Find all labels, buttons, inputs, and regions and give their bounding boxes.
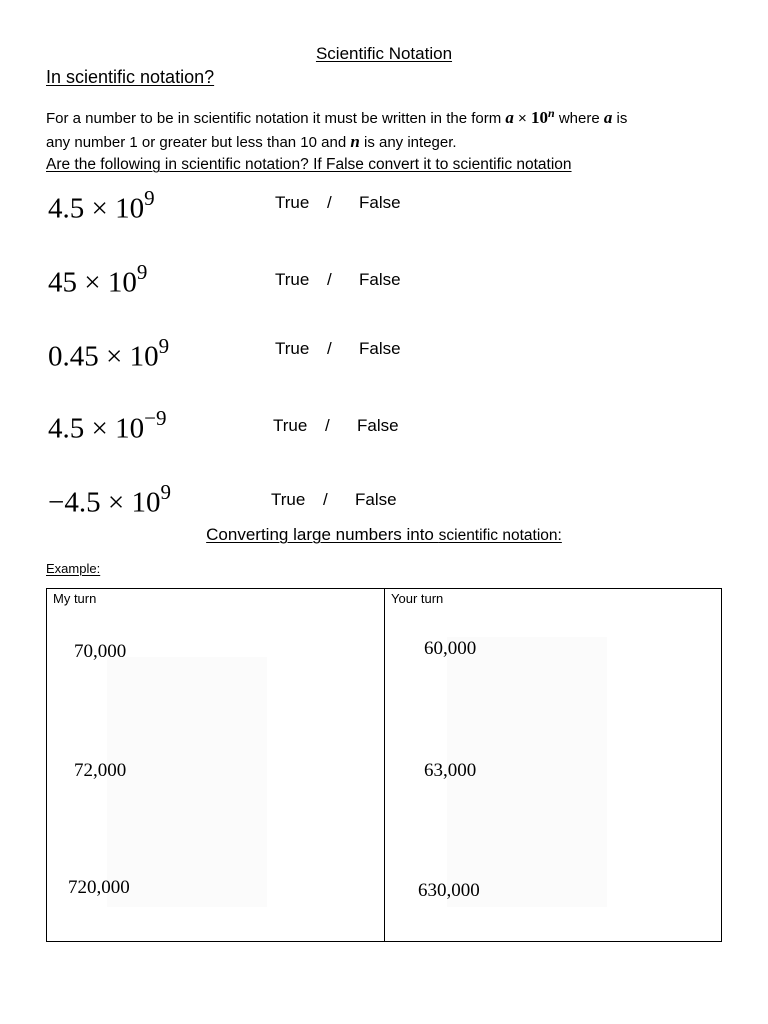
converting-heading-part1: Converting large numbers into: [206, 525, 439, 544]
expression-1: [48, 188, 155, 226]
base: 10: [115, 192, 145, 225]
expression-4: [48, 408, 166, 446]
my-turn-number-1: 70,000: [74, 641, 127, 662]
coefficient: 45: [48, 266, 77, 299]
slash: /: [323, 490, 328, 509]
base: 10: [129, 340, 159, 373]
my-turn-work-area[interactable]: [107, 657, 267, 907]
question-prompt: Are the following in scientific notation? If False convert it to scientific notation: [46, 156, 572, 173]
n-superscript: n: [547, 106, 555, 120]
true-option[interactable]: True: [275, 270, 310, 289]
slash: /: [325, 416, 330, 435]
definition-paragraph: [46, 102, 736, 154]
times-sign: ×: [106, 340, 123, 373]
slash: /: [327, 193, 332, 212]
coefficient: 4.5: [48, 412, 85, 445]
expression-3: [48, 336, 169, 374]
exponent: 9: [144, 186, 155, 210]
definition-where: where: [554, 110, 604, 127]
false-option[interactable]: False: [359, 270, 401, 289]
expression-5: [48, 482, 171, 520]
converting-heading-part2: scientific notation:: [438, 527, 562, 544]
definition-line2-pre: any number 1 or greater but less than 10 and: [46, 134, 351, 151]
slash: /: [327, 339, 332, 358]
base: 10: [107, 266, 137, 299]
your-turn-number-2: 63,000: [424, 760, 477, 781]
false-option[interactable]: False: [355, 490, 397, 509]
coefficient: −4.5: [48, 486, 101, 519]
my-turn-number-2: 72,000: [74, 760, 127, 781]
times-sign: ×: [107, 486, 125, 519]
true-option[interactable]: True: [271, 490, 306, 509]
times-sign: ×: [84, 266, 101, 299]
true-option[interactable]: True: [273, 416, 308, 435]
false-option[interactable]: False: [359, 339, 401, 358]
your-turn-header: Your turn: [391, 591, 444, 606]
example-table: [46, 588, 722, 942]
definition-line1-pre: For a number to be in scientific notation it must be written in the form: [46, 110, 506, 127]
exponent: 9: [136, 260, 148, 284]
coefficient: 0.45: [48, 340, 99, 373]
slash: /: [327, 270, 332, 289]
base: 10: [115, 412, 145, 445]
definition-line2-post: is any integer.: [359, 134, 457, 151]
true-false-choice-5[interactable]: [271, 490, 397, 510]
a-symbol: a: [505, 108, 514, 127]
exponent: 9: [160, 480, 171, 504]
column-divider: [384, 589, 385, 941]
exponent: −9: [144, 406, 167, 430]
my-turn-header: My turn: [53, 591, 97, 606]
times-sign: ×: [91, 412, 108, 445]
base: 10: [131, 486, 161, 519]
converting-heading: [0, 525, 768, 545]
page-title: Scientific Notation: [315, 44, 453, 63]
true-false-choice-1[interactable]: [275, 193, 401, 213]
my-turn-number-3: 720,000: [68, 877, 130, 898]
times-symbol: ×: [513, 110, 531, 127]
false-option[interactable]: False: [359, 193, 401, 212]
coefficient: 4.5: [48, 192, 85, 225]
true-false-choice-3[interactable]: [275, 339, 401, 359]
n-symbol: n: [350, 132, 360, 151]
section-heading: In scientific notation?: [46, 67, 215, 87]
example-label: Example:: [46, 561, 101, 576]
false-option[interactable]: False: [357, 416, 399, 435]
expression-2: [48, 262, 147, 300]
your-turn-number-3: 630,000: [418, 880, 480, 901]
exponent: 9: [158, 334, 170, 358]
ten-base: 10: [530, 108, 548, 127]
true-false-choice-4[interactable]: [273, 416, 399, 436]
true-false-choice-2[interactable]: [275, 270, 401, 290]
true-option[interactable]: True: [275, 339, 310, 358]
true-option[interactable]: True: [275, 193, 310, 212]
your-turn-number-1: 60,000: [424, 638, 477, 659]
times-sign: ×: [91, 192, 108, 225]
definition-is: is: [612, 110, 628, 127]
a-symbol-2: a: [603, 108, 613, 127]
